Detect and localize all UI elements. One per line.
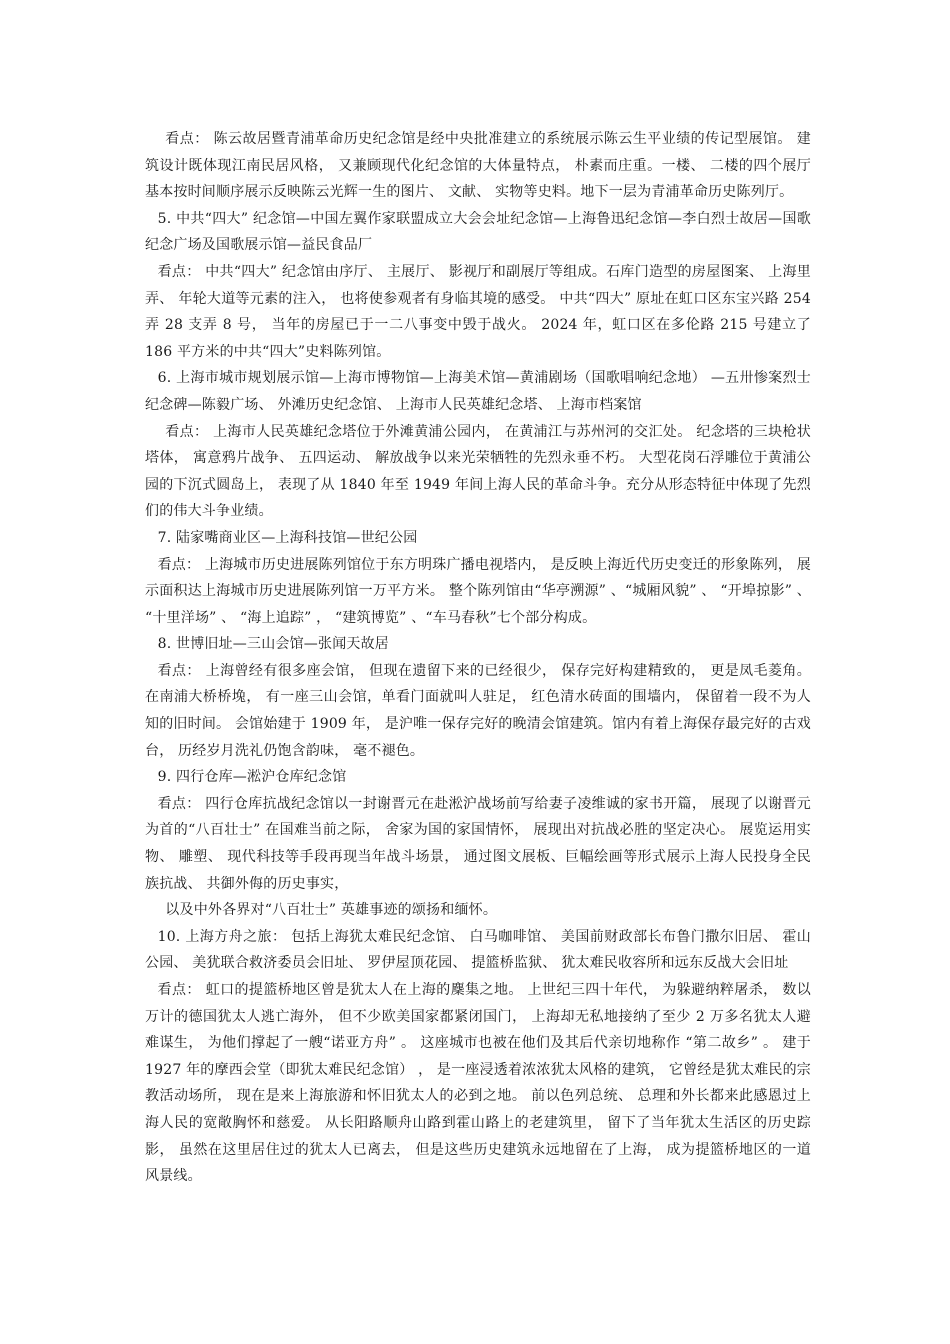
paragraph-history-museum-note: 看点： 上海城市历史进展陈列馆位于东方明珠广播电视塔内， 是反映上海近代历史变迁的形象陈列， 展示面积达上海城市历史进展陈列馆一万平方米。 整个陈列馆由“华亭溯源” 、“城厢风貌” 、 “开埠掠影” 、 “十里洋场” 、 “海上追踪” ， “建筑博览” 、“车马春秋”七个部分构成。 xyxy=(145,556,811,626)
paragraph-jewish-refugee-note: 看点： 虹口的提篮桥地区曾是犹太人在上海的麇集之地。 上世纪三四十年代， 为躲避纳粹屠杀， 数以万计的德国犹太人逃亡海外， 但不少欧美国家都紧闭国门， 上海却无私地接纳了至少 2 万多名犹太人避难谋生， 为他们撑起了一艘“诺亚方舟” 。 这座城市也被在他们及其后代亲切地称作 “第二故乡” 。 建于 1927 年的摩西会堂（即犹太难民纪念馆） ， 是一座浸透着浓浓犹太风格的建筑， 它曾经是犹太难民的宗教活动场所， 现在是来上海旅游和怀旧犹太人的必到之地。 前以色列总统、 总理和外长都来此感恩过上海人民的宽敞胸怀和慈爱。 从长阳路顺舟山路到霍山路上的老建筑里， 留下了当年犹太生活区的历史踪影， 虽然在这里居住过的犹太人已离去， 但是这些历史建筑永远地留在了上海， 成为提篮桥地区的一道风景线。 xyxy=(145,982,811,1185)
route-item-7: 7. 陆家嘴商业区—上海科技馆—世纪公园 xyxy=(157,529,418,546)
route-item-10: 10. 上海方舟之旅： 包括上海犹太难民纪念馆、 白马咖啡馆、 美国前财政部长布鲁门撒尔旧居、 霍山公园、 美犹联合救济委员会旧址、 罗伊屋顶花园、 提篮桥监狱、 犹太难民收容所和远东反战大会旧址 xyxy=(145,928,811,972)
document-body xyxy=(145,126,811,1190)
paragraph-monument-note: 看点： 上海市人民英雄纪念塔位于外滩黄浦公园内， 在黄浦江与苏州河的交汇处。 纪念塔的三块枪状塔体， 寓意鸦片战争、 五四运动、 解放战争以来光荣牺牲的先烈永垂不朽。 大型花岗石浮雕位于黄浦公园的下沉式圆岛上， 表现了从 1840 年至 1949 年间上海人民的革命斗争。充分从形态特征中体现了先烈们的伟大斗争业绩。 xyxy=(145,423,811,520)
paragraph-sihang-continued: 以及中外各界对“八百壮士” 英雄事迹的颂扬和缅怀。 xyxy=(165,902,498,919)
route-item-6: 6. 上海市城市规划展示馆—上海市博物馆—上海美术馆—黄浦剧场（国歌唱响纪念地） —五卅惨案烈士纪念碑—陈毅广场、 外滩历史纪念馆、 上海市人民英雄纪念塔、 上海市档案馆 xyxy=(145,370,811,413)
paragraph-sanshan-note: 看点： 上海曾经有很多座会馆， 但现在遗留下来的已经很少， 保存完好构建精致的， 更是凤毛菱角。 在南浦大桥桥堍， 有一座三山会馆，单看门面就叫人驻足， 红色清水砖面的围墙内， 保留着一段不为人知的旧时间。 会馆始建于 1909 年， 是沪唯一保存完好的晚清会馆建筑。馆内有着上海保存最完好的古戏台， 历经岁月洗礼仍饱含韵味， 毫不褪色。 xyxy=(145,662,811,759)
route-item-5: 5. 中共“四大” 纪念馆—中国左翼作家联盟成立大会会址纪念馆—上海鲁迅纪念馆—李白烈士故居—国歌纪念广场及国歌展示馆—益民食品厂 xyxy=(145,210,811,254)
paragraph-sihang-note: 看点： 四行仓库抗战纪念馆以一封谢晋元在赴淞沪战场前写给妻子凌维诚的家书开篇， 展现了以谢晋元为首的“八百壮士” 在国难当前之际， 舍家为国的家国情怀， 展现出对抗战必胜的坚定决心。 展览运用实物、 雕塑、 现代科技等手段再现当年战斗场景， 通过图文展板、巨幅绘画等形式展示上海人民投身全民族抗战、 共御外侮的历史事实， xyxy=(145,795,811,892)
paragraph-chenyun-note: 看点： 陈云故居暨青浦革命历史纪念馆是经中央批准建立的系统展示陈云生平业绩的传记型展馆。 建筑设计既体现江南民居风格， 又兼顾现代化纪念馆的大体量特点， 朴素而庄重。一楼、 二楼的四个展厅基本按时间顺序展示反映陈云光辉一生的图片、 文献、 实物等史料。地下一层为青浦革命历史陈列厅。 xyxy=(145,131,811,201)
route-item-9: 9. 四行仓库—淞沪仓库纪念馆 xyxy=(157,769,347,786)
paragraph-sida-note: 看点： 中共“四大” 纪念馆由序厅、 主展厅、 影视厅和副展厅等组成。石库门造型的房屋图案、 上海里弄、 年轮大道等元素的注入， 也将使参观者有身临其境的感受。 中共“四大” 原址在虹口区东宝兴路 254 弄 28 支弄 8 号， 当年的房屋已于一二八事变中毁于战火。 2024 年，虹口区在多伦路 215 号建立了 186 平方米的中共“四大”史料陈列馆。 xyxy=(145,263,811,360)
route-item-8: 8. 世博旧址—三山会馆—张闻天故居 xyxy=(157,636,390,653)
